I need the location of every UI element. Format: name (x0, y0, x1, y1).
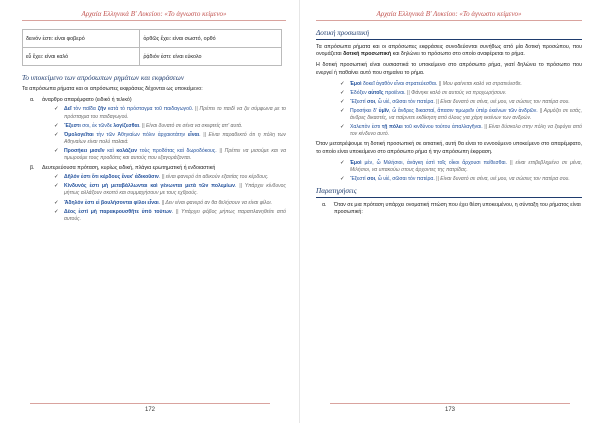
list-item: ✓ Δέος ἐστὶ μὴ παρακρουσθῆτε ὑπὸ τούτων. || Υπάρχει φόβος μήπως παραπλανηθείτε από αυτούς. (54, 208, 286, 222)
section-title-notes: Παρατηρήσεις (316, 187, 582, 198)
example-list-accusative (316, 160, 582, 183)
intro-paragraph: Τα απρόσωπα ρήματα και οι απρόσωπες εκφράσεις δέχονται ως υποκείμενο: (22, 86, 203, 92)
point-letter: α. (322, 202, 327, 209)
page-number-left: 172 (144, 407, 155, 413)
point-label: άναρθρο απαρέμφατο (ειδικό ή τελικό) (42, 97, 132, 104)
note-a (322, 202, 582, 216)
point-label: Δευτερεύουσα πρόταση, κυρίως ειδική, πλάγια ερωτηματική ή ενδοιαστική (42, 165, 216, 172)
checkmark-icon: ✓ (340, 159, 345, 166)
list-item: ✓ Ὁμολογεῖται τὴν τῶν Ἀθηναίων πόλιν ἀρχαιοτάτην εἶναι. || Είναι παραδεκτό ότι η πόλη των Αθηναίων είναι πολύ παλαιά. (54, 131, 286, 145)
list-item: ✓ Ἐμοὶ μέν, ὦ Μιλήσιοι, ἀνάγκη ἐστὶ τοῖς οἴκοι ἄρχουσι πείθεσθαι. || είναι επιβεβλημένο σε μένα, Μιλήσιοι, να υπακούω στους άρχοντες της πατρίδας. (340, 159, 583, 173)
list-item: ✓ Ἔξεστί σοι, ὦ υἱέ, σῶσαι τὸν πατέρα. || Είναι δυνατό σε σένα, υιέ μου, να σώσεις τον πατέρα σου. (340, 99, 570, 105)
example-list-dative (316, 81, 582, 139)
table-row (23, 30, 282, 48)
point-b (30, 165, 286, 172)
checkmark-icon: ✓ (340, 108, 345, 115)
checkmark-icon: ✓ (340, 80, 345, 87)
checkmark-icon: ✓ (54, 147, 59, 154)
checkmark-icon: ✓ (54, 122, 59, 129)
paragraph: Όταν μετατρέψουμε τη δοτική προσωπική σε αιτιατική, αυτή θα είναι το εννοούμενο υποκείμενο στο απαρέμφατο, το οποίο είναι υποκείμενο στο απρόσωπο ρήμα ή την απρόσωπη έκφραση. (316, 141, 582, 155)
section-title-dative: Δοτική προσωπική (316, 29, 582, 40)
list-item: ✓ Προσήκει δ' ὑμῖν, ὦ ἄνδρες δικασταί, ἅπασιν τιμωρεῖν ὑπὲρ ἐκείνων τῶν ἀνδρῶν. || Αρμόζει σε εσάς, άνδρες δικαστές, να παίρνετε εκδίκηση από όλους για χάρη εκείνων των ανδρών. (340, 108, 582, 122)
checkmark-icon: ✓ (54, 131, 59, 138)
paragraph: Τα απρόσωπα ρήματα και οι απρόσωπες εκφράσεις συνοδεύονται συνήθως από μία δοτική προσώπου, που ονομάζεται δοτική προσωπική και δηλώνει το πρόσωπο στο οποίο αναφέρεται το ρήμα. (316, 44, 582, 58)
running-head-left: Αρχαία Ελληνικά Β' Λυκείου: «Το άγνωστο κείμενο» (22, 10, 286, 21)
list-item: ✓ Δεῖ τὸν παῖδα ζῆν κατὰ τὸ πρόσταγμα τοῦ παιδαγωγοῦ. || Πρέπει το παιδί να ζει σύμφωνα με το πρόσταγμα του παιδαγωγού. (54, 106, 286, 120)
checkmark-icon: ✓ (54, 174, 59, 181)
checkmark-icon: ✓ (54, 208, 59, 215)
list-item: ✓ Προσήκει μισεῖν καὶ κολάζειν τοὺς προδότας καὶ δωροδόκους. || Πρέπει να μισούμε και να τιμωρούμε τους προδότες και αυτούς που εξαγοράζονται. (54, 147, 286, 161)
list-item: ✓ Κίνδυνός ἐστι μὴ μεταβάλλωνται καὶ γένωνται μετὰ τῶν πολεμίων. || Υπάρχει κίνδυνος μήπως αλλάξουν σκοπό και συμμαχήσουν με τους εχθρούς. (54, 183, 286, 197)
checkmark-icon: ✓ (54, 106, 59, 113)
checkmark-icon: ✓ (340, 176, 345, 183)
list-item: ✓ Χαλεπὸν ἐστι τῇ πόλει τοῦ κινδύνου τούτου ἀπαλλαγῆναι. || Είναι δύσκολο στην πόλη να ξεφύγει από τον κίνδυνο αυτό. (340, 124, 582, 138)
list-item: ✓ Ἔξεστι σοι, ἐκ τῶνδε λογίζεσθαι. || Είναι δυνατό σε σένα να σκεφτείς απ' αυτά. (54, 122, 243, 129)
checkmark-icon: ✓ (54, 199, 59, 206)
example-list-b (22, 174, 286, 223)
point-letter: β. (30, 165, 35, 172)
list-item: ✓ Ἐδόξεν αὐτοῖς προϊέναι. || Φάνηκε καλό σε αυτούς να προχωρήσουν. (340, 89, 507, 96)
table-cell: ὀρθῶς ἔχει: είναι σωστό, ορθό (140, 30, 282, 48)
running-head-right: Αρχαία Ελληνικά Β' Λυκείου: «Το άγνωστο κείμενο» (316, 10, 582, 21)
table-cell: εὖ ἔχει: είναι καλό (23, 48, 140, 66)
list-item: ✓ Ἔξεστί σοι, ὦ υἱέ, σῶσαι τὸν πατέρα. || Είναι δυνατό σε σένα, υιέ μου, να σώσεις τον πατέρα σου. (340, 176, 570, 183)
footer-divider (330, 403, 570, 404)
right-page (300, 0, 600, 423)
vocab-table (22, 29, 282, 66)
table-cell: δεινόν ἐστι: είναι φοβερό (23, 30, 140, 48)
point-letter: α. (30, 97, 35, 104)
checkmark-icon: ✓ (340, 99, 345, 105)
table-row (23, 48, 282, 66)
list-item: ✓ Ἄδηλόν ἐστι εἰ βουλήσονται φίλοι εἶναι. || Δεν είναι φανερό αν θα θελήσουν να είναι φίλοι. (54, 199, 272, 206)
note-text: Όταν σε μια πρόταση υπάρχει ονοματική πτώση που έχει θέση υποκειμένου, η σύνταξη του ρήματος είναι προσωπική: (334, 202, 581, 216)
paragraph: Η δοτική προσωπική είναι ουσιαστικά το υποκείμενο στο απρόσωπο ρήμα, γιατί δηλώνει το πρόσωπο που ενεργεί ή παθαίνει αυτό που σημαίνει το ρήμα. (316, 62, 582, 76)
point-a (30, 97, 286, 104)
example-list-a (22, 106, 286, 162)
page-number-right: 173 (444, 407, 455, 413)
checkmark-icon: ✓ (54, 183, 59, 190)
list-item: ✓ Ἐμοὶ δοκεῖ ἀγαθὸν εἶναι στρατεύεσθαι. || Μου φαίνεται καλό να στρατεύεσθε. (340, 80, 522, 87)
table-cell: ῥᾴδιόν ἐστι: είναι εύκολο (140, 48, 282, 66)
list-item: ✓ Δῆλόν ἐστι ὅτι κέρδους ἕνεκ' ἀδικοῦσιν. || είναι φανερό ότι αδικούν εξαιτίας του κέρδους. (54, 174, 269, 181)
footer-divider (30, 403, 270, 404)
checkmark-icon: ✓ (340, 89, 345, 96)
section-title-subject: Το υποκείμενο των απρόσωπων ρημάτων και εκφράσεων (22, 74, 185, 82)
checkmark-icon: ✓ (340, 124, 345, 131)
